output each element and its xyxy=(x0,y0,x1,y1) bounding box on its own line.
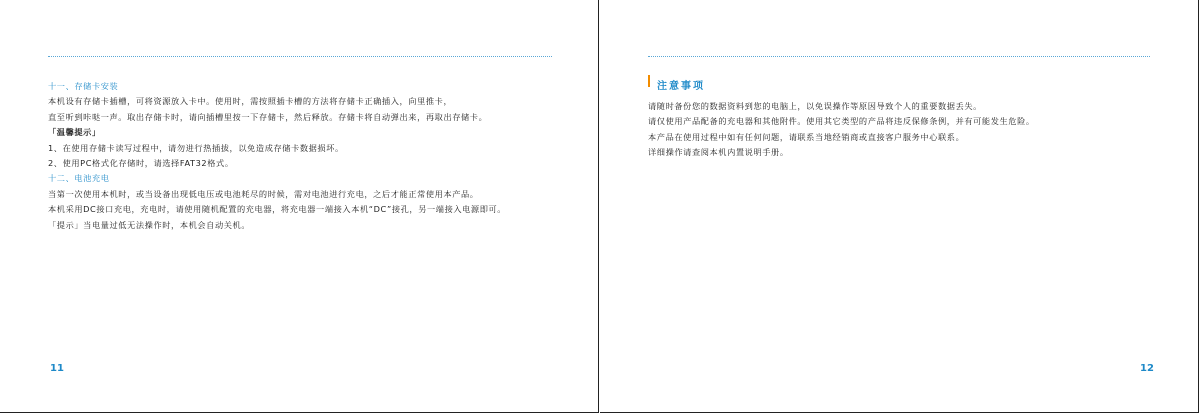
section-12-paragraph-3: 「提示」当电量过低无法操作时，本机会自动关机。 xyxy=(48,219,251,230)
section-11-heading: 十一、存储卡安装 xyxy=(48,81,119,91)
tip-item-1: 1、在使用存储卡读写过程中，请勿进行热插拔，以免造成存储卡数据损坏。 xyxy=(48,142,344,153)
notice-line: 本产品在使用过程中如有任何问题，请联系当地经销商或直接客户服务中心联系。 xyxy=(648,131,965,142)
notice-line: 请随时备份您的数据资料到您的电脑上，以免误操作等原因导致个人的重要数据丢失。 xyxy=(648,101,982,111)
left-page xyxy=(0,0,599,413)
section-12-paragraph-1: 当第一次使用本机时，或当设备出现低电压或电池耗尽的时候，需对电池进行充电，之后才能正常使用本产品。 xyxy=(48,188,479,199)
section-12-heading: 十二、电池充电 xyxy=(48,173,110,184)
left-page-content xyxy=(48,79,506,233)
notice-header xyxy=(648,79,1035,97)
top-divider xyxy=(48,56,552,57)
section-11-paragraph-1: 本机设有存储卡插槽，可将资源放入卡中。使用时，需按照插卡槽的方法将存储卡正确插入，向里推卡， xyxy=(48,96,453,107)
notice-accent-bar xyxy=(648,75,650,87)
notice-line: 请仅使用产品配备的充电器和其他附件。使用其它类型的产品将违反保修条例，并有可能发生危险。 xyxy=(648,116,1035,127)
right-page-content xyxy=(648,79,1035,161)
section-12-paragraph-2: 本机采用DC接口充电，充电时，请使用随机配置的充电器，将充电器一端接入本机“DC”接孔，另一端接入电源即可。 xyxy=(48,204,507,215)
top-divider xyxy=(648,56,1150,57)
section-11-paragraph-2: 直至听到咔哒一声。取出存储卡时，请向插槽里按一下存储卡，然后释放。存储卡将自动弹出来，再取出存储卡。 xyxy=(48,111,488,122)
notice-line: 详细操作请查阅本机内置说明手册。 xyxy=(648,147,789,158)
page-number: 12 xyxy=(1140,363,1154,374)
right-page xyxy=(600,0,1199,413)
notice-title: 注意事项 xyxy=(657,81,705,92)
page-number: 11 xyxy=(50,363,64,374)
tip-label: 「温馨提示」 xyxy=(48,127,101,138)
tip-item-2: 2、使用PC格式化存储时，请选择FAT32格式。 xyxy=(48,157,234,168)
